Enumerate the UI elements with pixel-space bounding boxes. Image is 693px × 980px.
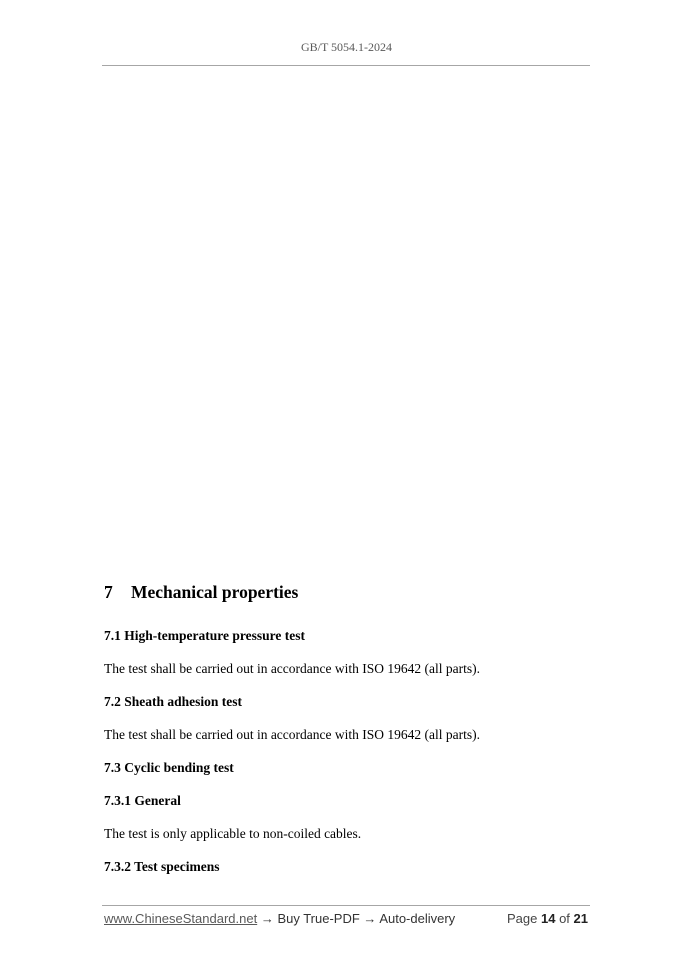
buy-text: Buy True-PDF [277, 911, 360, 926]
section-title: Mechanical properties [131, 582, 299, 602]
running-header: GB/T 5054.1-2024 [300, 40, 393, 54]
paragraph-7-1: The test shall be carried out in accordance with ISO 19642 (all parts). [104, 661, 480, 676]
subsection-heading-7-3-1: 7.3.1 General [104, 793, 181, 808]
subsection-heading-7-3: 7.3 Cyclic bending test [104, 760, 234, 775]
footer-rule [102, 905, 590, 906]
arrow-right-icon: → [257, 911, 278, 926]
subsection-heading-7-3-2: 7.3.2 Test specimens [104, 859, 220, 874]
paragraph-7-2: The test shall be carried out in accordance with ISO 19642 (all parts). [104, 727, 480, 742]
delivery-text: Auto-delivery [379, 911, 456, 926]
section-heading [104, 582, 298, 603]
footer-promo [104, 911, 455, 926]
page-label: Page [506, 911, 538, 926]
section-number: 7 [104, 582, 113, 602]
page-footer [104, 911, 588, 931]
of-label: of [559, 911, 570, 926]
page-indicator [507, 911, 588, 926]
paragraph-7-3-1: The test is only applicable to non-coiled cables. [104, 826, 362, 841]
subsection-heading-7-1: 7.1 High-temperature pressure test [104, 628, 305, 643]
total-pages: 21 [573, 911, 588, 926]
header-rule [102, 65, 590, 66]
current-page: 14 [540, 911, 556, 926]
site-link[interactable]: www.ChineseStandard.net [104, 911, 258, 926]
arrow-right-icon: → [359, 911, 380, 926]
subsection-heading-7-2: 7.2 Sheath adhesion test [104, 694, 243, 709]
